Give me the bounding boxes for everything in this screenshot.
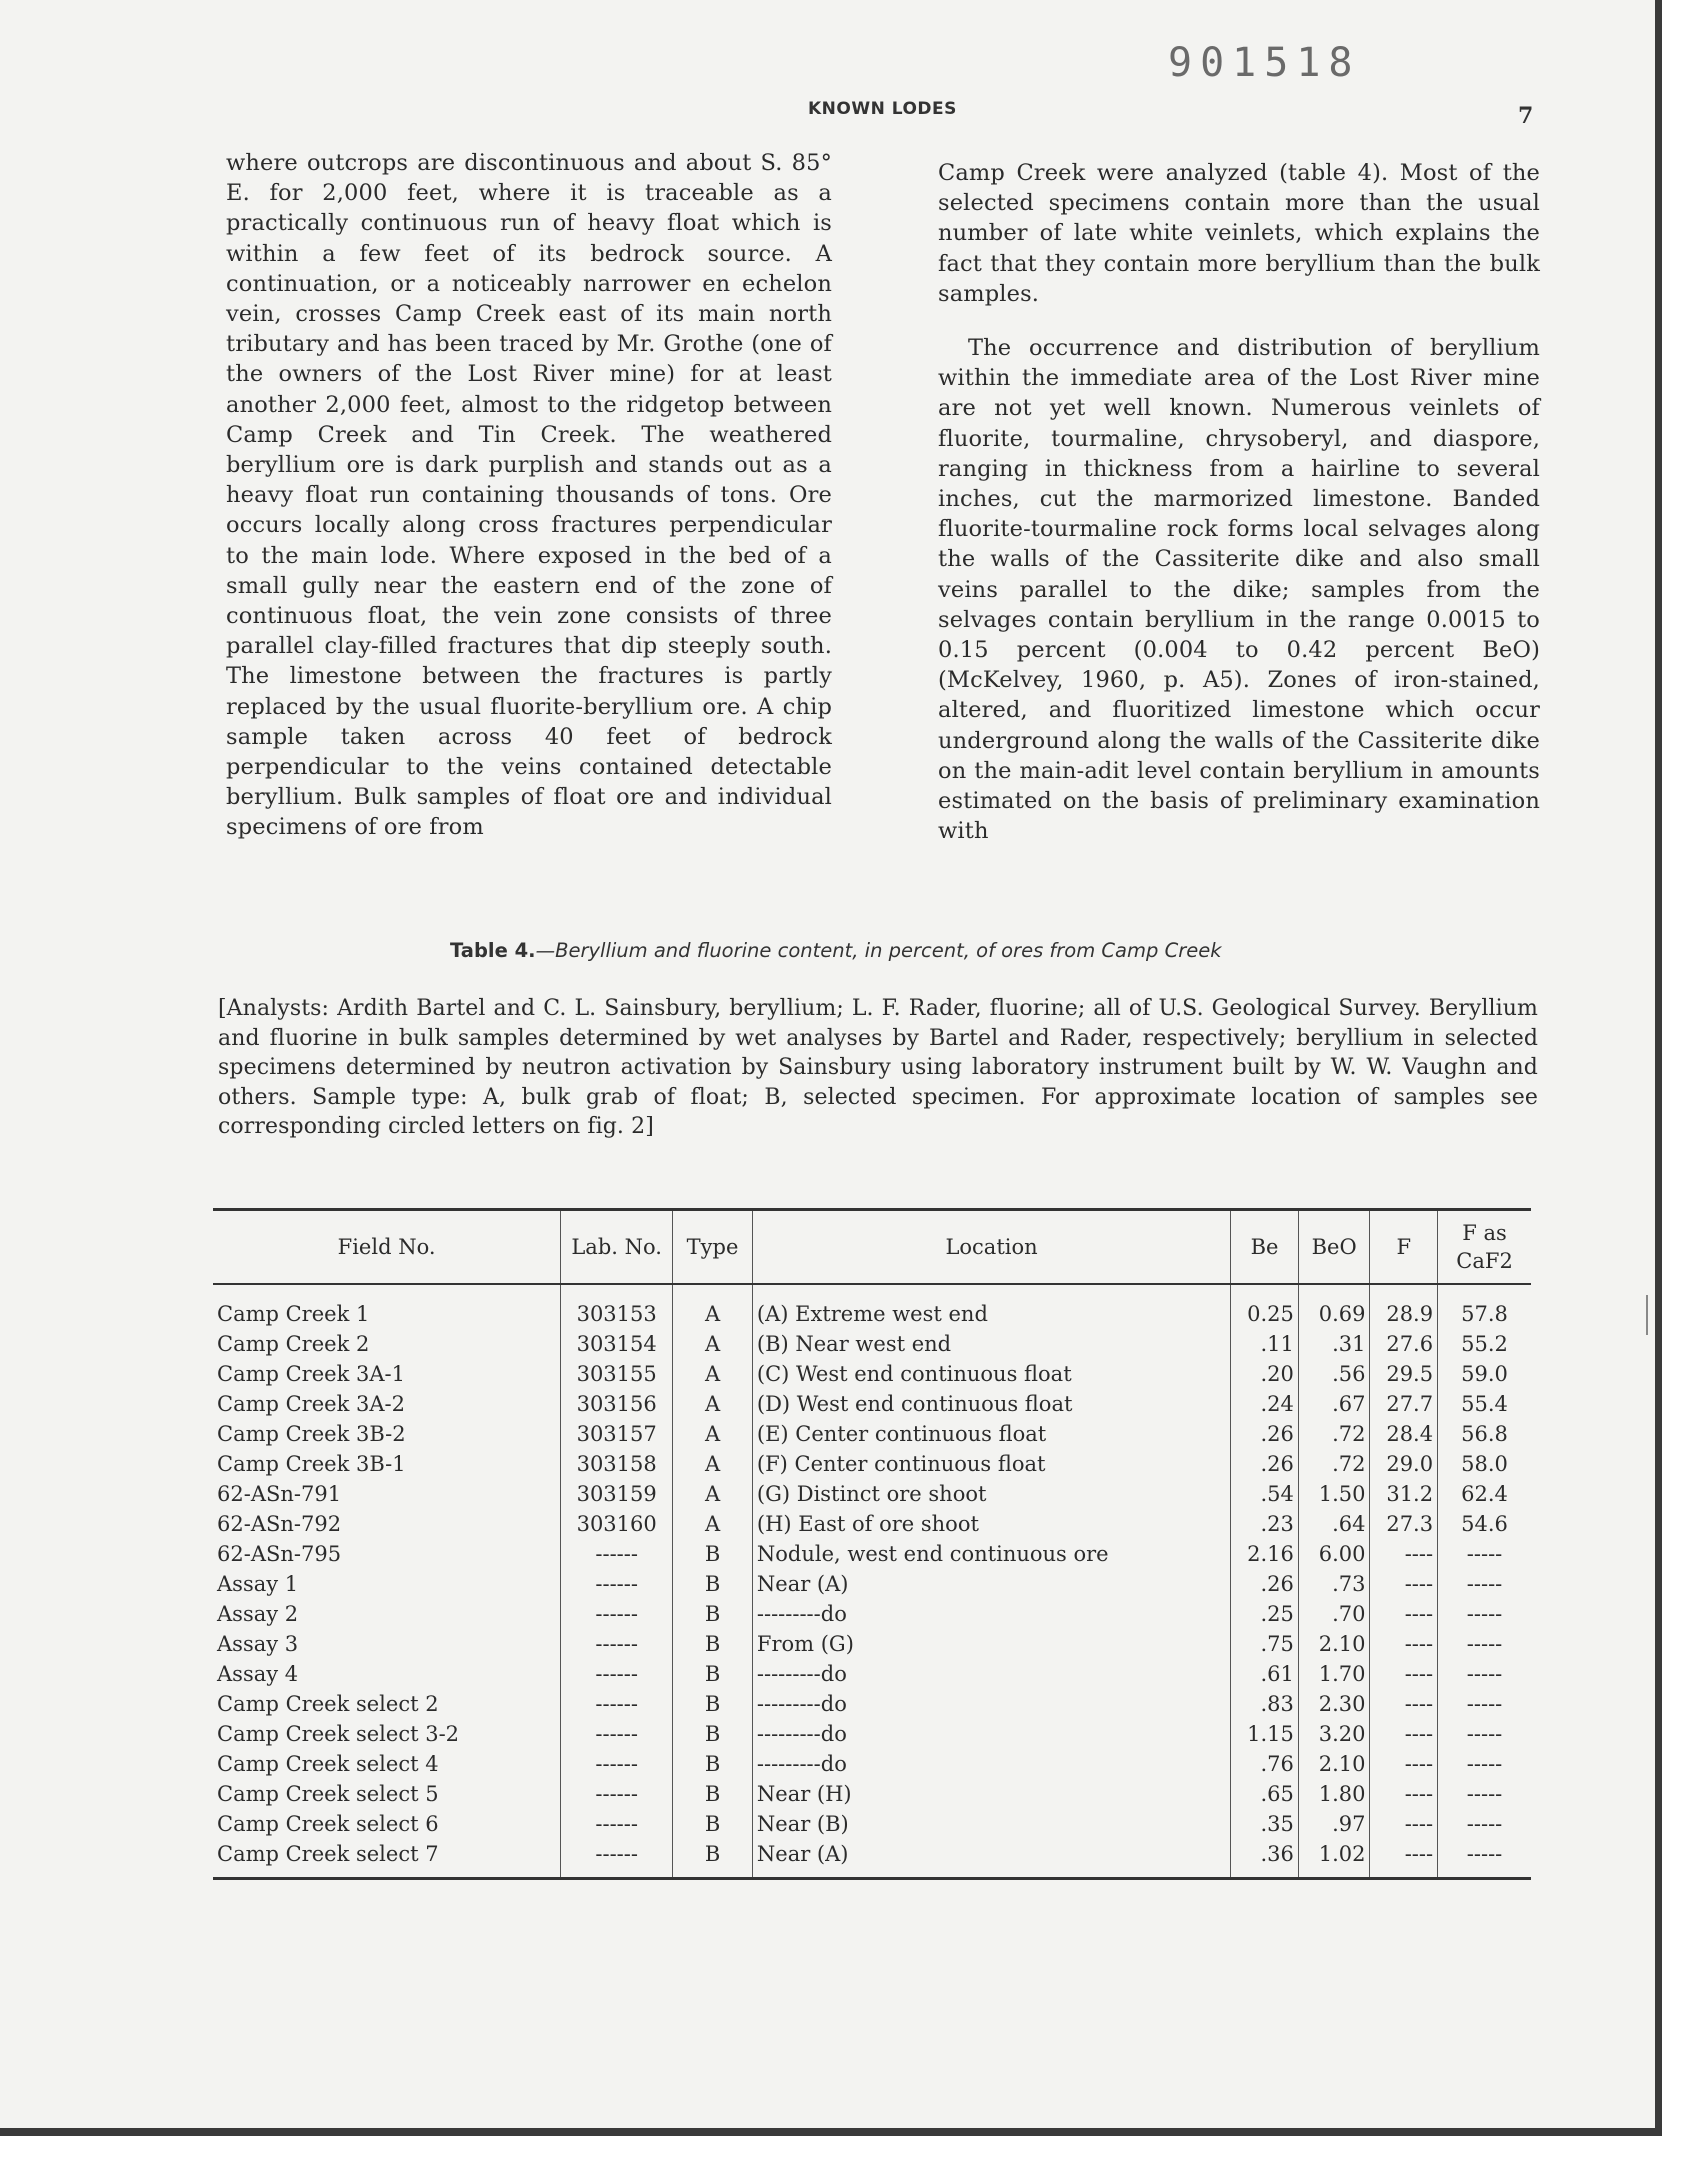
cell-f-as-caf2: 55.2 [1438,1329,1531,1359]
cell-type: B [673,1599,753,1629]
cell-be: .75 [1231,1629,1299,1659]
left-column [226,148,832,843]
cell-location: (E) Center continuous float [752,1419,1230,1449]
running-head: KNOWN LODES [808,99,957,119]
header-f-as-caf2: F as CaF2 [1438,1210,1531,1285]
cell-field-no: 62-ASn-792 [217,1512,342,1536]
cell-location: Near (H) [752,1779,1230,1809]
cell-beo: .67 [1298,1389,1370,1419]
cell-location: (C) West end continuous float [752,1359,1230,1389]
cell-beo: .70 [1298,1599,1370,1629]
cell-field-no: Camp Creek 3A-2 [217,1392,405,1416]
cell-location: Nodule, west end continuous ore [752,1539,1230,1569]
cell-be: .36 [1231,1839,1299,1879]
cell-f: 27.3 [1370,1509,1438,1539]
cell-lab-no: ------ [561,1779,673,1809]
cell-f-as-caf2: ----- [1438,1719,1531,1749]
cell-field-no: Camp Creek select 5 [217,1782,439,1806]
cell-be: .26 [1231,1569,1299,1599]
cell-f: ---- [1370,1629,1438,1659]
cell-beo: 2.30 [1298,1689,1370,1719]
cell-f-as-caf2: ----- [1438,1809,1531,1839]
cell-be: 2.16 [1231,1539,1299,1569]
cell-f-as-caf2: ----- [1438,1779,1531,1809]
cell-beo: .31 [1298,1329,1370,1359]
cell-location: ---------do [752,1599,1230,1629]
cell-f-as-caf2: ----- [1438,1539,1531,1569]
cell-f-as-caf2: 55.4 [1438,1389,1531,1419]
cell-f-as-caf2: ----- [1438,1659,1531,1689]
document-stamp-number: 901518 [1168,40,1361,86]
cell-field-no: Assay 1 [217,1572,299,1596]
cell-be: .61 [1231,1659,1299,1689]
cell-be: .23 [1231,1509,1299,1539]
cell-f: ---- [1370,1719,1438,1749]
header-be: Be [1231,1210,1299,1285]
cell-type: B [673,1779,753,1809]
right-column-paragraph-2: The occurrence and distribution of beryllium within the immediate area of the Lost River mine are not yet well known. Numerous veinlets of fluorite, tourmaline, chrysoberyl, and diaspore, ranging in thickness from a hairline to several inches, cut the marmorized limestone. Banded fluorite-tourmaline rock forms local selvages along the walls of the Cassiterite dike and also small veins parallel to the dike; samples from the selvages contain beryllium in the range 0.0015 to 0.15 percent (0.004 to 0.42 percent BeO) (McKelvey, 1960, p. A5). Zones of iron-stained, altered, and fluoritized limestone which occur underground along the walls of the Cassiterite dike on the main-adit level contain beryllium in amounts estimated on the basis of preliminary examination with [938,335,1540,845]
cell-f-as-caf2: ----- [1438,1689,1531,1719]
table-row [213,1284,1531,1329]
cell-beo: 1.02 [1298,1839,1370,1879]
cell-beo: .64 [1298,1509,1370,1539]
cell-lab-no: ------ [561,1809,673,1839]
table-caption-text: —Beryllium and fluorine content, in percent, of ores from Camp Creek [535,939,1222,962]
cell-field-no: Assay 3 [217,1632,299,1656]
data-table [213,1208,1531,1880]
cell-beo: .72 [1298,1419,1370,1449]
header-location: Location [752,1210,1230,1285]
cell-lab-no: ------ [561,1719,673,1749]
table-row [213,1809,1531,1839]
cell-type: A [673,1449,753,1479]
table-header-row [213,1210,1531,1285]
cell-be: .26 [1231,1419,1299,1449]
cell-field-no: Camp Creek 3A-1 [217,1362,405,1386]
page-number: 7 [1518,103,1534,129]
cell-location: (H) East of ore shoot [752,1509,1230,1539]
cell-be: .25 [1231,1599,1299,1629]
cell-f: ---- [1370,1569,1438,1599]
cell-location: Near (B) [752,1809,1230,1839]
table-row [213,1779,1531,1809]
table-row [213,1719,1531,1749]
cell-location: (G) Distinct ore shoot [752,1479,1230,1509]
cell-be: .54 [1231,1479,1299,1509]
cell-be: 1.15 [1231,1719,1299,1749]
cell-type: B [673,1839,753,1879]
cell-type: A [673,1479,753,1509]
cell-lab-no: ------ [561,1569,673,1599]
cell-f-as-caf2: 56.8 [1438,1419,1531,1449]
cell-f-as-caf2: 62.4 [1438,1479,1531,1509]
cell-field-no: 62-ASn-795 [217,1542,342,1566]
cell-type: B [673,1689,753,1719]
cell-beo: .72 [1298,1449,1370,1479]
header-type: Type [673,1210,753,1285]
cell-beo: 1.70 [1298,1659,1370,1689]
right-column-paragraph-1: Camp Creek were analyzed (table 4). Most of the selected specimens contain more than the usual number of late white veinlets, which explains the fact that they contain more beryllium than the bulk samples. [938,160,1540,307]
cell-field-no: Camp Creek 3B-2 [217,1422,406,1446]
cell-lab-no: 303157 [561,1419,673,1449]
cell-f: ---- [1370,1809,1438,1839]
cell-field-no: Camp Creek select 2 [217,1692,439,1716]
cell-lab-no: 303153 [561,1284,673,1329]
cell-be: .76 [1231,1749,1299,1779]
cell-beo: 0.69 [1298,1284,1370,1329]
table-row [213,1479,1531,1509]
header-field-no: Field No. [213,1210,561,1285]
cell-f: 28.4 [1370,1419,1438,1449]
table-row [213,1329,1531,1359]
cell-beo: 2.10 [1298,1749,1370,1779]
cell-type: B [673,1629,753,1659]
cell-f-as-caf2: 58.0 [1438,1449,1531,1479]
scan-edge-mark [1646,1295,1648,1335]
table-caption-label: Table 4. [450,939,536,962]
table-row [213,1569,1531,1599]
cell-field-no: 62-ASn-791 [217,1482,342,1506]
cell-location: From (G) [752,1629,1230,1659]
table-row [213,1839,1531,1879]
table-row [213,1539,1531,1569]
table-row [213,1629,1531,1659]
cell-type: B [673,1719,753,1749]
cell-field-no: Camp Creek 2 [217,1332,370,1356]
cell-f-as-caf2: 59.0 [1438,1359,1531,1389]
cell-type: B [673,1809,753,1839]
left-column-paragraph: where outcrops are discontinuous and about S. 85° E. for 2,000 feet, where it is traceable as a practically continuous run of heavy float which is within a few feet of its bedrock source. A continuation, or a noticeably narrower en echelon vein, crosses Camp Creek east of its main north tributary and has been traced by Mr. Grothe (one of the owners of the Lost River mine) for at least another 2,000 feet, almost to the ridgetop between Camp Creek and Tin Creek. The weathered beryllium ore is dark purplish and stands out as a heavy float run containing thousands of tons. Ore occurs locally along cross fractures perpendicular to the main lode. Where exposed in the bed of a small gully near the eastern end of the zone of continuous float, the vein zone consists of three parallel clay-filled fractures that dip steeply south. The limestone between the fractures is partly replaced by the usual fluorite-beryllium ore. A chip sample taken across 40 feet of bedrock perpendicular to the veins contained detectable beryllium. Bulk samples of float ore and individual specimens of ore from [226,150,832,841]
cell-location: (F) Center continuous float [752,1449,1230,1479]
cell-f: 29.5 [1370,1359,1438,1389]
cell-f: 27.6 [1370,1329,1438,1359]
cell-be: .24 [1231,1389,1299,1419]
cell-be: 0.25 [1231,1284,1299,1329]
table-row [213,1749,1531,1779]
cell-beo: .97 [1298,1809,1370,1839]
table-row [213,1689,1531,1719]
cell-be: .65 [1231,1779,1299,1809]
table-row [213,1449,1531,1479]
cell-field-no: Camp Creek select 3-2 [217,1722,460,1746]
table-row [213,1389,1531,1419]
table-row [213,1599,1531,1629]
cell-f-as-caf2: ----- [1438,1749,1531,1779]
cell-f-as-caf2: ----- [1438,1599,1531,1629]
cell-f: 31.2 [1370,1479,1438,1509]
table-row [213,1359,1531,1389]
cell-be: .11 [1231,1329,1299,1359]
cell-beo: 3.20 [1298,1719,1370,1749]
table-body [213,1284,1531,1879]
cell-f: ---- [1370,1539,1438,1569]
cell-location: ---------do [752,1749,1230,1779]
cell-lab-no: 303155 [561,1359,673,1389]
cell-lab-no: ------ [561,1689,673,1719]
cell-type: B [673,1749,753,1779]
cell-be: .20 [1231,1359,1299,1389]
cell-location: (D) West end continuous float [752,1389,1230,1419]
cell-beo: .73 [1298,1569,1370,1599]
cell-f: 28.9 [1370,1284,1438,1329]
cell-f-as-caf2: ----- [1438,1569,1531,1599]
cell-f-as-caf2: 54.6 [1438,1509,1531,1539]
cell-location: (A) Extreme west end [752,1284,1230,1329]
cell-lab-no: ------ [561,1839,673,1879]
cell-location: Near (A) [752,1839,1230,1879]
cell-be: .83 [1231,1689,1299,1719]
cell-field-no: Camp Creek 3B-1 [217,1452,406,1476]
cell-field-no: Assay 4 [217,1662,299,1686]
cell-be: .26 [1231,1449,1299,1479]
cell-beo: 1.80 [1298,1779,1370,1809]
cell-lab-no: ------ [561,1599,673,1629]
cell-f-as-caf2: 57.8 [1438,1284,1531,1329]
cell-location: ---------do [752,1689,1230,1719]
cell-location: (B) Near west end [752,1329,1230,1359]
cell-lab-no: ------ [561,1539,673,1569]
cell-field-no: Camp Creek select 6 [217,1812,439,1836]
cell-lab-no: ------ [561,1749,673,1779]
cell-beo: .56 [1298,1359,1370,1389]
cell-type: A [673,1419,753,1449]
cell-type: A [673,1389,753,1419]
table-caption [450,939,1222,962]
cell-type: A [673,1509,753,1539]
cell-location: Near (A) [752,1569,1230,1599]
cell-f: ---- [1370,1749,1438,1779]
cell-be: .35 [1231,1809,1299,1839]
table-row [213,1419,1531,1449]
cell-lab-no: 303159 [561,1479,673,1509]
table-row [213,1509,1531,1539]
cell-f: ---- [1370,1779,1438,1809]
header-f: F [1370,1210,1438,1285]
cell-lab-no: ------ [561,1629,673,1659]
table-row [213,1659,1531,1689]
header-beo: BeO [1298,1210,1370,1285]
cell-f: 29.0 [1370,1449,1438,1479]
cell-f: 27.7 [1370,1389,1438,1419]
cell-field-no: Camp Creek select 4 [217,1752,439,1776]
cell-beo: 2.10 [1298,1629,1370,1659]
cell-field-no: Assay 2 [217,1602,299,1626]
cell-f-as-caf2: ----- [1438,1629,1531,1659]
cell-type: A [673,1359,753,1389]
cell-f: ---- [1370,1839,1438,1879]
cell-lab-no: 303160 [561,1509,673,1539]
right-column [938,158,1540,846]
cell-beo: 1.50 [1298,1479,1370,1509]
cell-location: ---------do [752,1719,1230,1749]
cell-type: A [673,1284,753,1329]
cell-type: B [673,1659,753,1689]
cell-field-no: Camp Creek 1 [217,1302,370,1326]
cell-type: B [673,1539,753,1569]
cell-lab-no: ------ [561,1659,673,1689]
cell-type: B [673,1569,753,1599]
table-note: [Analysts: Ardith Bartel and C. L. Sainsbury, beryllium; L. F. Rader, fluorine; all of U.S. Geological Survey. Beryllium and fluorine in bulk samples determined by wet analyses by Bartel and Rader, respectively; beryllium in selected specimens determined by neutron activation by Sainsbury using laboratory instrument built by W. W. Vaughn and others. Sample type: A, bulk grab of float; B, selected specimen. For approximate location of samples see corresponding circled letters on fig. 2] [218,996,1538,1139]
cell-lab-no: 303156 [561,1389,673,1419]
cell-lab-no: 303158 [561,1449,673,1479]
cell-beo: 6.00 [1298,1539,1370,1569]
cell-lab-no: 303154 [561,1329,673,1359]
cell-field-no: Camp Creek select 7 [217,1842,439,1866]
cell-f: ---- [1370,1689,1438,1719]
cell-f: ---- [1370,1659,1438,1689]
cell-location: ---------do [752,1659,1230,1689]
cell-type: A [673,1329,753,1359]
header-lab-no: Lab. No. [561,1210,673,1285]
cell-f: ---- [1370,1599,1438,1629]
cell-f-as-caf2: ----- [1438,1839,1531,1879]
